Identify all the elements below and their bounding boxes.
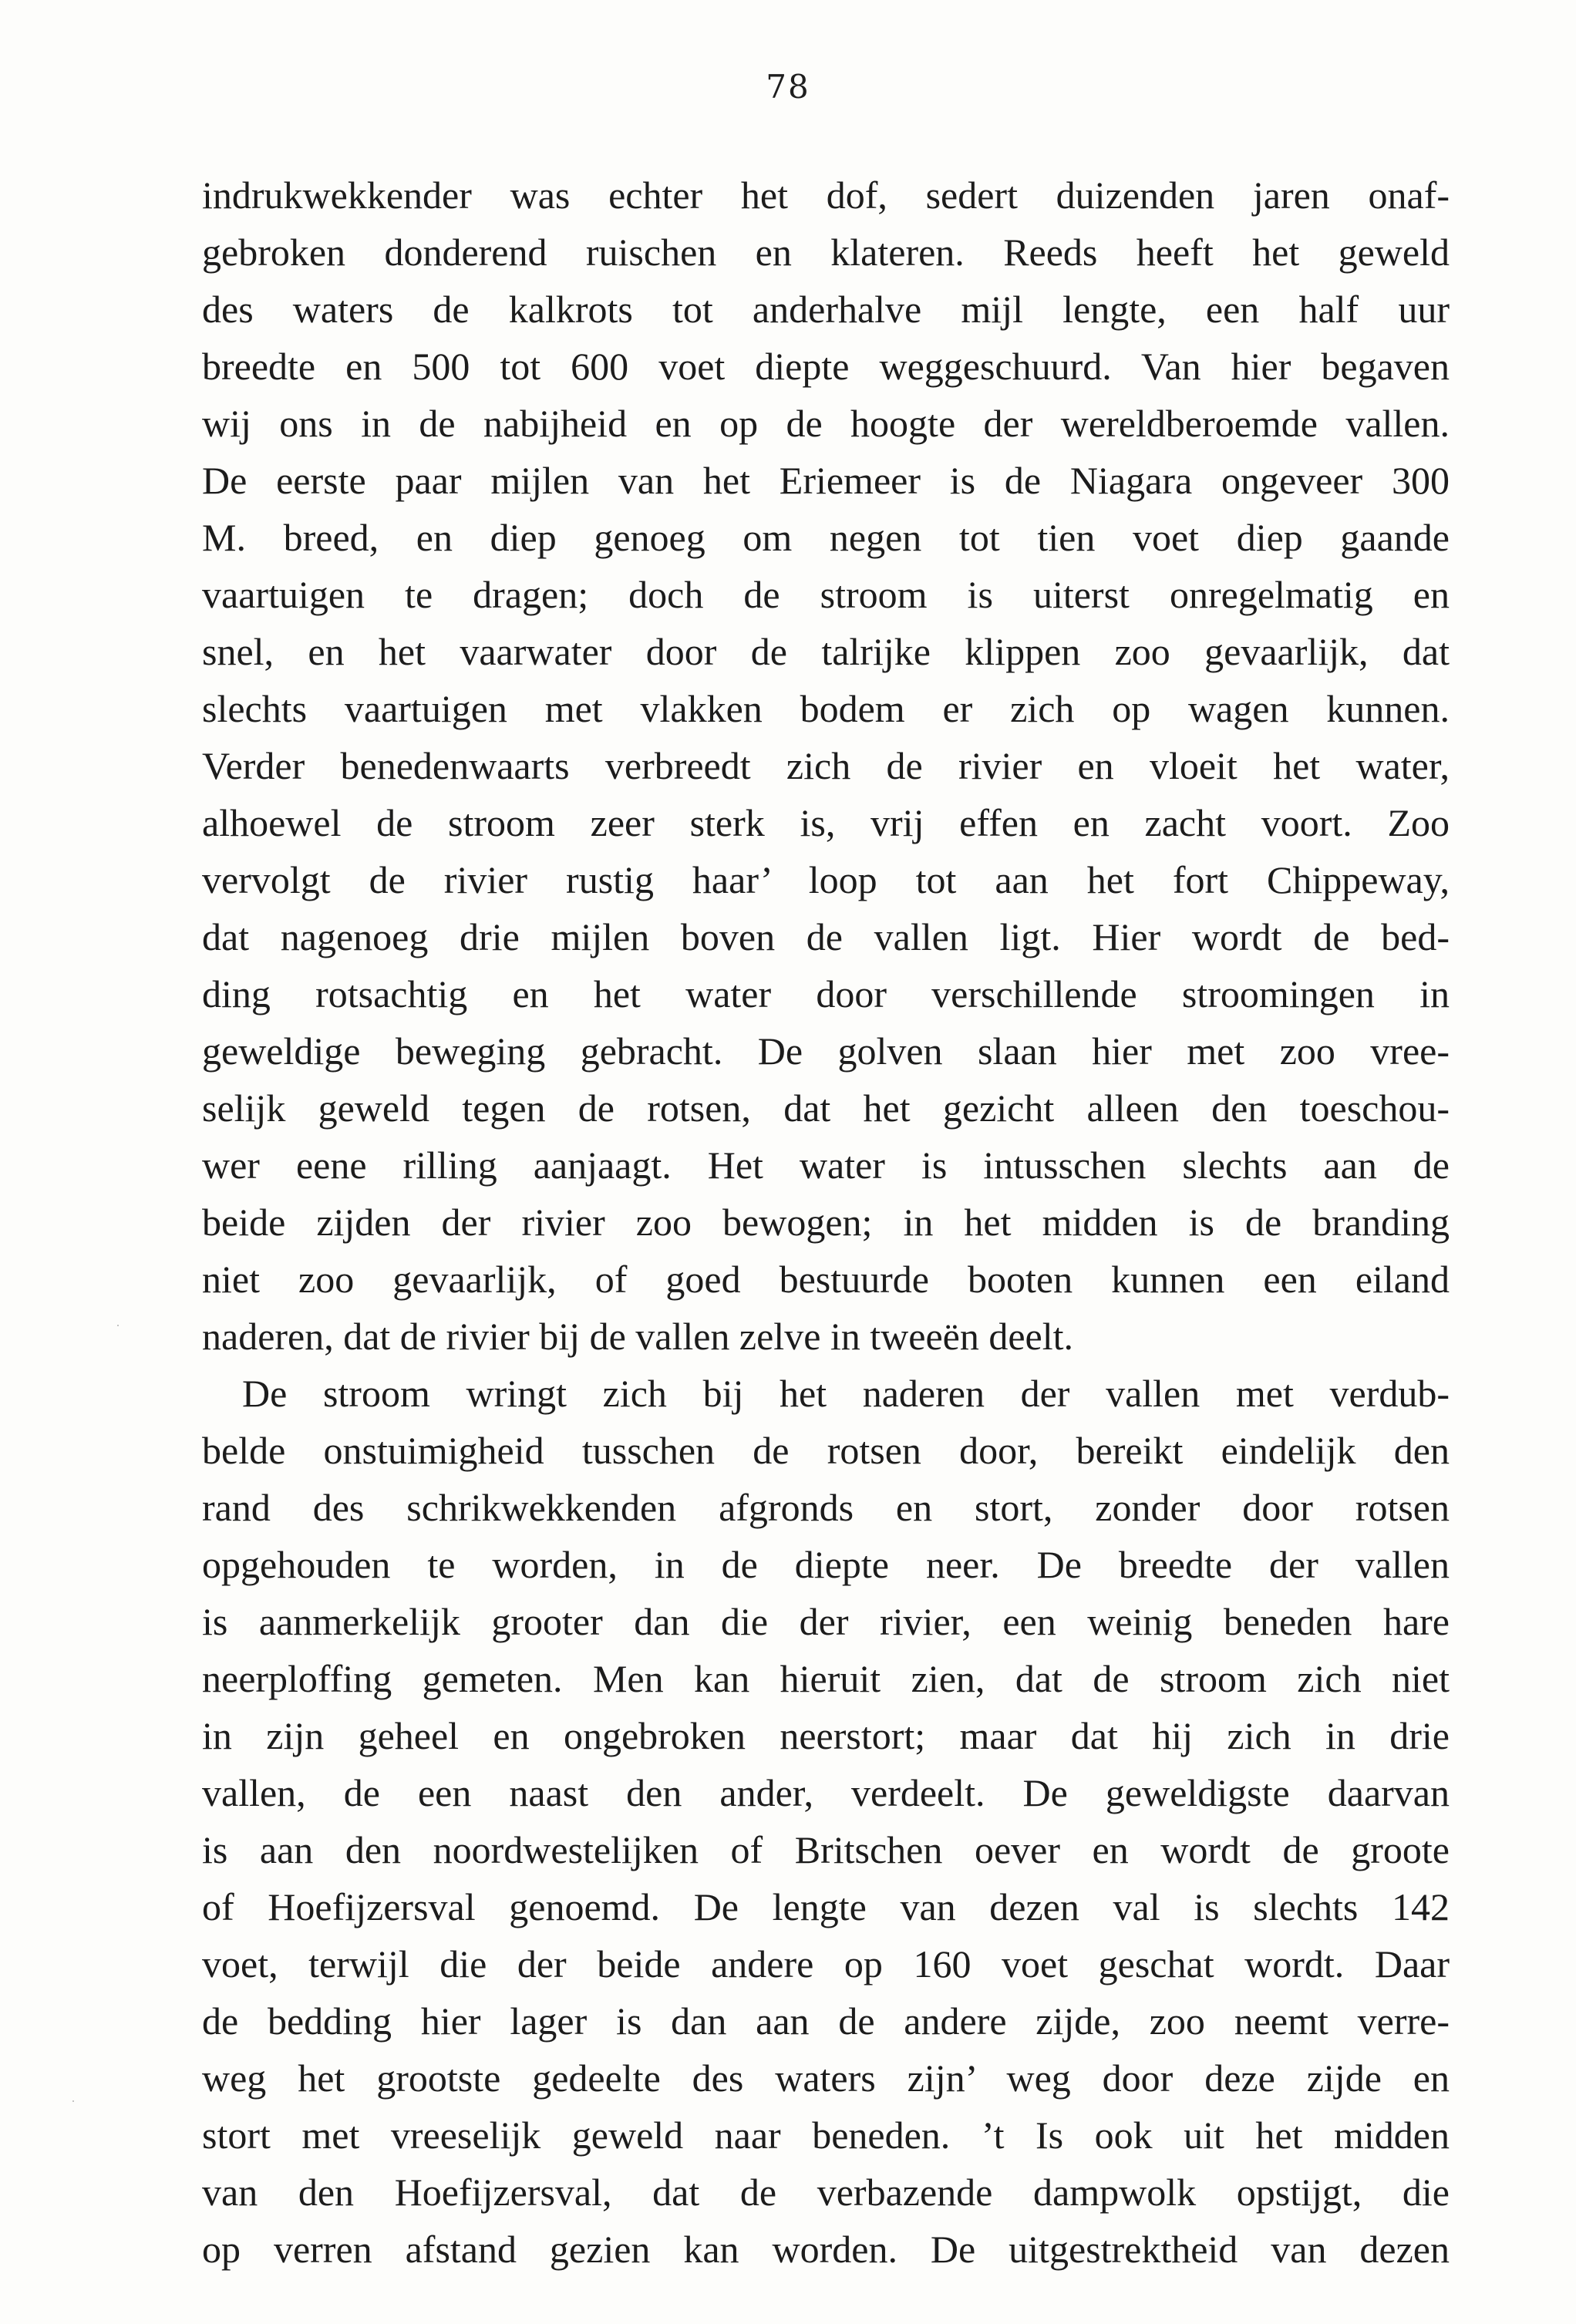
text-line: naderen, dat de rivier bij de vallen zelve in tweeën deelt. bbox=[202, 1315, 1074, 1358]
text-line: beide zijden der rivier zoo bewogen; in het midden is de branding bbox=[202, 1201, 1450, 1244]
margin-speck bbox=[72, 2100, 74, 2102]
text-line: opgehouden te worden, in de diepte neer. De breedte der vallen bbox=[202, 1543, 1450, 1586]
text-line: vaartuigen te dragen; doch de stroom is uiterst onregelmatig en bbox=[202, 573, 1450, 616]
text-line: op verren afstand gezien kan worden. De uitgestrektheid van dezen bbox=[202, 2228, 1450, 2271]
text-line: wij ons in de nabijheid en op de hoogte der wereldberoemde vallen. bbox=[202, 402, 1450, 445]
page-number: 78 bbox=[766, 68, 810, 106]
text-line: rand des schrikwekkenden afgronds en stort, zonder door rotsen bbox=[202, 1486, 1450, 1529]
text-line: voet, terwijl die der beide andere op 160 voet geschat wordt. Daar bbox=[202, 1942, 1450, 1986]
text-line: gebroken donderend ruischen en klateren. Reeds heeft het geweld bbox=[202, 231, 1450, 274]
text-line: alhoewel de stroom zeer sterk is, vrij effen en zacht voort. Zoo bbox=[202, 801, 1450, 844]
text-line: Verder benedenwaarts verbreedt zich de rivier en vloeit het water, bbox=[202, 744, 1450, 787]
text-line: of Hoefijzersval genoemd. De lengte van dezen val is slechts 142 bbox=[202, 1885, 1450, 1928]
text-line: De stroom wringt zich bij het naderen der vallen met verdub- bbox=[242, 1372, 1450, 1415]
text-line: belde onstuimigheid tusschen de rotsen door, bereikt eindelijk den bbox=[202, 1429, 1450, 1472]
text-line: wer eene rilling aanjaagt. Het water is intusschen slechts aan de bbox=[202, 1143, 1450, 1187]
text-line: dat nagenoeg drie mijlen boven de vallen ligt. Hier wordt de bed- bbox=[202, 915, 1450, 958]
text-line: des waters de kalkrots tot anderhalve mijl lengte, een half uur bbox=[202, 288, 1450, 331]
text-line: De eerste paar mijlen van het Eriemeer is de Niagara ongeveer 300 bbox=[202, 459, 1450, 502]
text-line: indrukwekkender was echter het dof, sedert duizenden jaren onaf- bbox=[202, 173, 1450, 217]
text-line: is aan den noordwestelijken of Britschen oever en wordt de groote bbox=[202, 1828, 1450, 1871]
text-line: vervolgt de rivier rustig haar’ loop tot aan het fort Chippeway, bbox=[202, 858, 1450, 901]
text-line: de bedding hier lager is dan aan de andere zijde, zoo neemt verre- bbox=[202, 1999, 1450, 2043]
text-line: snel, en het vaarwater door de talrijke klippen zoo gevaarlijk, dat bbox=[202, 630, 1450, 673]
text-line: ding rotsachtig en het water door verschillende stroomingen in bbox=[202, 972, 1450, 1015]
text-line: in zijn geheel en ongebroken neerstort; maar dat hij zich in drie bbox=[202, 1714, 1450, 1757]
text-line: stort met vreeselijk geweld naar beneden. ’t Is ook uit het midden bbox=[202, 2113, 1450, 2157]
text-line: geweldige beweging gebracht. De golven slaan hier met zoo vree- bbox=[202, 1029, 1450, 1073]
text-line: niet zoo gevaarlijk, of goed bestuurde booten kunnen een eiland bbox=[202, 1258, 1450, 1301]
text-line: selijk geweld tegen de rotsen, dat het gezicht alleen den toeschou- bbox=[202, 1086, 1450, 1130]
body-text bbox=[202, 167, 1450, 2278]
paragraph-1 bbox=[202, 167, 1450, 1365]
text-line: neerploffing gemeten. Men kan hieruit zien, dat de stroom zich niet bbox=[202, 1657, 1450, 1700]
text-line: weg het grootste gedeelte des waters zijn’ weg door deze zijde en bbox=[202, 2056, 1450, 2100]
text-line: breedte en 500 tot 600 voet diepte weggeschuurd. Van hier begaven bbox=[202, 345, 1450, 388]
text-line: is aanmerkelijk grooter dan die der rivier, een weinig beneden hare bbox=[202, 1600, 1450, 1643]
margin-speck bbox=[117, 1325, 119, 1326]
text-line: vallen, de een naast den ander, verdeelt. De geweldigste daarvan bbox=[202, 1771, 1450, 1814]
text-line: slechts vaartuigen met vlakken bodem er zich op wagen kunnen. bbox=[202, 687, 1450, 730]
text-line: M. breed, en diep genoeg om negen tot tien voet diep gaande bbox=[202, 516, 1450, 559]
paragraph-2 bbox=[202, 1365, 1450, 2278]
text-line: van den Hoefijzersval, dat de verbazende dampwolk opstijgt, die bbox=[202, 2171, 1450, 2214]
